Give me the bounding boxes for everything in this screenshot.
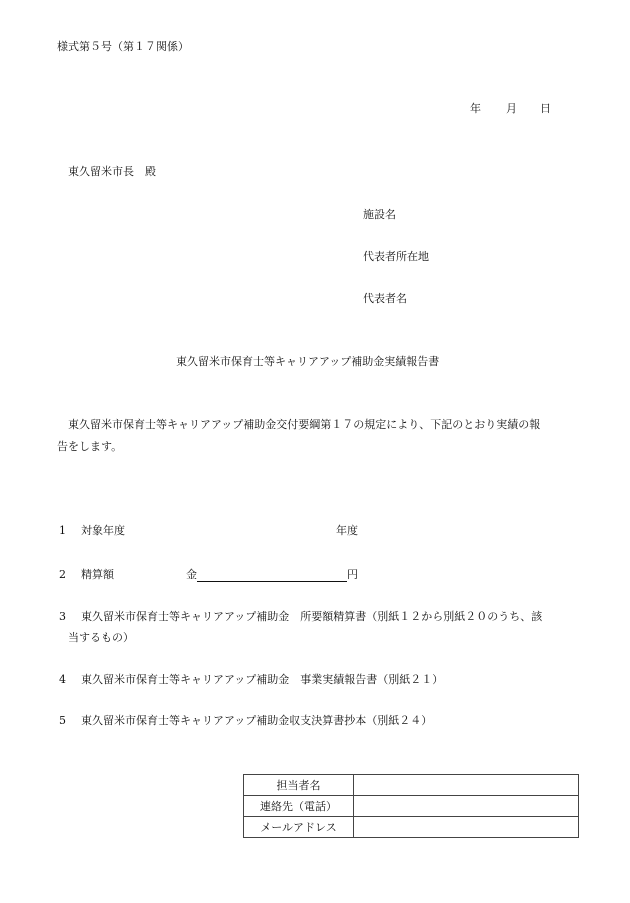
item-number: 5: [59, 714, 66, 727]
body-line-2: 告をします。: [57, 440, 123, 453]
form-number: 様式第５号（第１７関係）: [57, 40, 189, 53]
facility-name-label: 施設名: [363, 208, 396, 221]
date-month: 月: [506, 102, 517, 115]
item-number: 4: [59, 673, 66, 686]
document-title: 東久留米市保育士等キャリアアップ補助金実績報告書: [176, 355, 440, 368]
target-year-label: 対象年度: [81, 524, 125, 537]
email-label: メールアドレス: [244, 817, 354, 838]
item-number: 1: [59, 524, 66, 537]
date-year: 年: [470, 102, 481, 115]
item-4-label: 東久留米市保育士等キャリアアップ補助金 事業実績報告書（別紙２１）: [81, 673, 444, 686]
item-number: 2: [59, 568, 66, 581]
yen-suffix: 円: [347, 568, 358, 581]
representative-address-label: 代表者所在地: [363, 250, 429, 263]
yen-prefix: 金: [186, 568, 197, 581]
settlement-amount-field: [186, 568, 358, 582]
target-year-value: 年度: [336, 524, 358, 537]
phone-label: 連絡先（電話）: [244, 796, 354, 817]
email-field[interactable]: [354, 817, 579, 838]
item-3-line-2: 当するもの）: [68, 631, 134, 644]
addressee: 東久留米市長 殿: [68, 165, 156, 178]
item-number: 3: [59, 610, 66, 623]
date-day: 日: [540, 102, 551, 115]
item-5-label: 東久留米市保育士等キャリアアップ補助金収支決算書抄本（別紙２４）: [81, 714, 433, 727]
contact-table: [243, 774, 579, 838]
contact-person-label: 担当者名: [244, 775, 354, 796]
amount-underline: [197, 569, 347, 582]
phone-field[interactable]: [354, 796, 579, 817]
contact-person-field[interactable]: [354, 775, 579, 796]
representative-name-label: 代表者名: [363, 292, 407, 305]
settlement-amount-label: 精算額: [81, 568, 114, 581]
item-3-line-1: 東久留米市保育士等キャリアアップ補助金 所要額精算書（別紙１２から別紙２０のうち、該: [81, 610, 543, 623]
body-line-1: 東久留米市保育士等キャリアアップ補助金交付要綱第１７の規定により、下記のとおり実績の報: [68, 418, 541, 431]
